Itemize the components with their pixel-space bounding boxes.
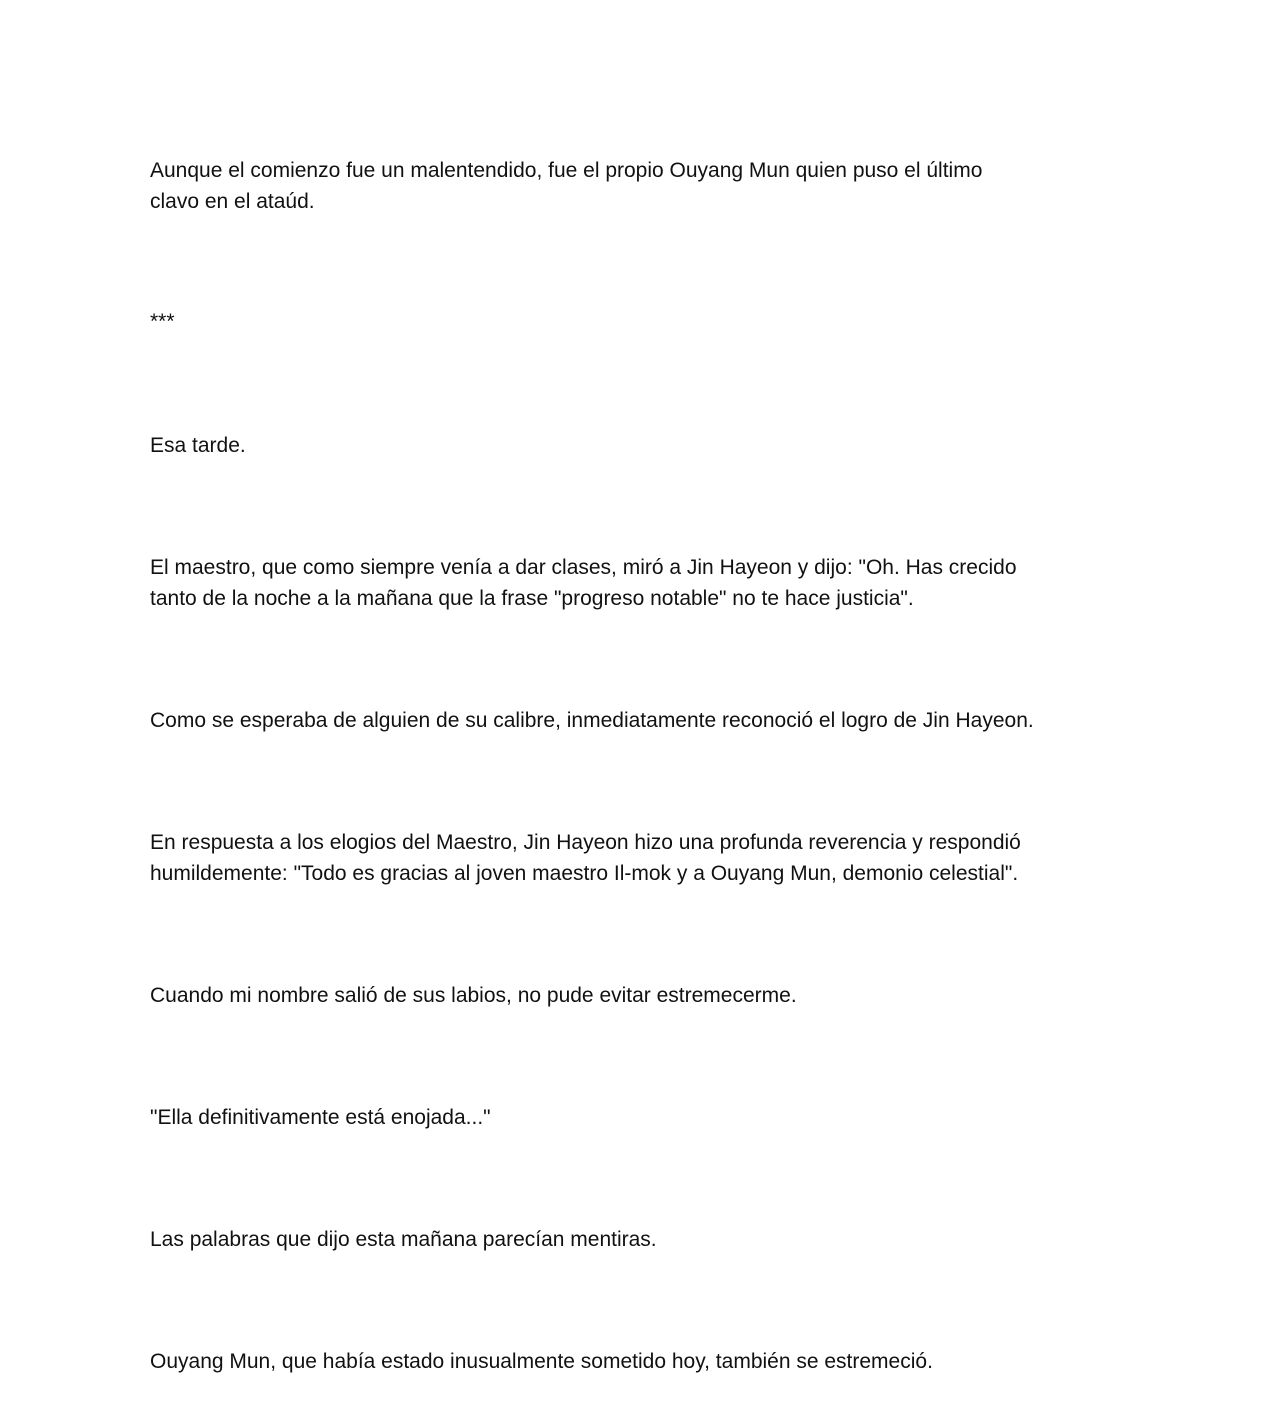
paragraph-3	[150, 552, 1130, 614]
paragraph-8	[150, 1224, 1130, 1255]
paragraph-2	[150, 430, 1130, 461]
paragraph-6	[150, 980, 1130, 1011]
paragraph-line: clavo en el ataúd.	[150, 190, 315, 213]
paragraph-line: Cuando mi nombre salió de sus labios, no pude evitar estremecerme.	[150, 984, 797, 1007]
paragraph-line: "Ella definitivamente está enojada..."	[150, 1106, 491, 1129]
paragraph-line: Como se esperaba de alguien de su calibre, inmediatamente reconoció el logro de Jin Hayeon.	[150, 709, 1034, 732]
paragraph-5	[150, 827, 1130, 889]
paragraph-line: En respuesta a los elogios del Maestro, Jin Hayeon hizo una profunda reverencia y respondió	[150, 831, 1021, 854]
paragraph-line: Aunque el comienzo fue un malentendido, fue el propio Ouyang Mun quien puso el último	[150, 159, 983, 182]
paragraph-4	[150, 705, 1130, 736]
paragraph-1	[150, 155, 1130, 217]
paragraph-line: Las palabras que dijo esta mañana parecían mentiras.	[150, 1228, 657, 1251]
paragraph-line: tanto de la noche a la mañana que la frase "progreso notable" no te hace justicia".	[150, 587, 914, 610]
paragraph-7	[150, 1102, 1130, 1133]
paragraph-9	[150, 1346, 1130, 1377]
paragraph-line: El maestro, que como siempre venía a dar clases, miró a Jin Hayeon y dijo: "Oh. Has crecido	[150, 556, 1017, 579]
paragraph-line: Esa tarde.	[150, 434, 246, 457]
paragraph-line: humildemente: "Todo es gracias al joven maestro Il-mok y a Ouyang Mun, demonio celestial".	[150, 862, 1019, 885]
separator-text: ***	[150, 310, 175, 333]
paragraph-line: Ouyang Mun, que había estado inusualmente sometido hoy, también se estremeció.	[150, 1350, 933, 1373]
scene-separator	[150, 306, 1130, 337]
